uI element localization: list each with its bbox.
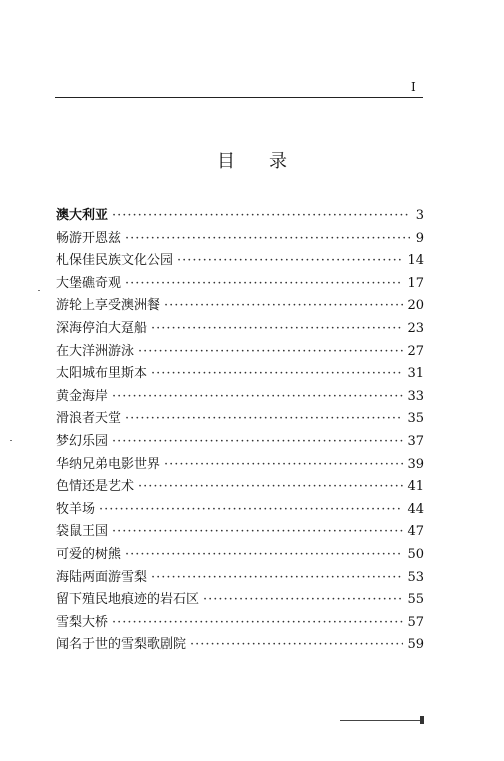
toc-entry-title: 可爱的树熊	[56, 546, 122, 562]
toc-entry[interactable]	[56, 407, 424, 430]
toc-entry-page: 39	[407, 456, 424, 472]
toc-entry-title: 牧羊场	[56, 501, 96, 517]
toc-leader-dots	[112, 615, 403, 630]
toc-entry-page: 41	[407, 479, 424, 495]
toc-entry-title: 闻名于世的雪梨歌剧院	[56, 637, 187, 653]
toc-entry[interactable]	[56, 317, 424, 340]
toc-leader-dots	[125, 276, 403, 291]
toc-entry-title: 袋鼠王国	[56, 524, 109, 540]
toc-entry-title: 游轮上享受澳洲餐	[56, 298, 161, 314]
toc-entry[interactable]	[56, 204, 424, 227]
title-char-1: 目	[217, 151, 235, 172]
toc-entry-page: 14	[407, 253, 424, 269]
toc-entry-title: 滑浪者天堂	[56, 411, 122, 427]
toc-entry-page: 20	[407, 298, 424, 314]
toc-leader-dots	[125, 231, 410, 246]
toc-entry-page: 47	[407, 524, 424, 540]
toc-leader-dots	[112, 434, 403, 449]
toc-entry-page: 55	[407, 592, 424, 608]
toc-entry-page: 27	[407, 343, 424, 359]
toc-entry-page: 50	[407, 546, 424, 562]
scan-speck	[38, 290, 40, 291]
toc-entry[interactable]	[56, 520, 424, 543]
toc-entry[interactable]	[56, 430, 424, 453]
footer-mark	[420, 716, 424, 724]
toc-entry[interactable]	[56, 362, 424, 385]
toc-leader-dots	[125, 547, 403, 562]
scan-speck	[10, 440, 12, 441]
toc-leader-dots	[112, 389, 403, 404]
toc-entry-page: 23	[407, 320, 424, 336]
toc-leader-dots	[177, 253, 403, 268]
toc-entry-title: 留下殖民地痕迹的岩石区	[56, 592, 200, 608]
toc-entry-title: 在大洋洲游泳	[56, 343, 135, 359]
toc-entry[interactable]	[56, 633, 424, 656]
toc-entry-title: 太阳城布里斯本	[56, 366, 148, 382]
toc-entry[interactable]	[56, 249, 424, 272]
toc-leader-dots	[99, 502, 403, 517]
toc-entry-page: 35	[407, 411, 424, 427]
toc-leader-dots	[138, 344, 403, 359]
toc-entry-page: 9	[415, 230, 424, 246]
toc-entry[interactable]	[56, 611, 424, 634]
title-char-2: 录	[269, 151, 287, 172]
toc-entry-page: 31	[407, 366, 424, 382]
toc-leader-dots	[138, 479, 403, 494]
toc-entry[interactable]	[56, 588, 424, 611]
toc-entry-page: 3	[415, 208, 424, 223]
toc-entry-title: 大堡礁奇观	[56, 275, 122, 291]
toc-leader-dots	[203, 592, 403, 607]
toc-leader-dots	[151, 570, 403, 585]
toc-entry[interactable]	[56, 294, 424, 317]
toc-entry-page: 17	[407, 275, 424, 291]
toc-leader-dots	[151, 366, 403, 381]
toc-leader-dots	[112, 208, 410, 223]
toc-entry[interactable]	[56, 340, 424, 363]
toc-entry-page: 33	[407, 388, 424, 404]
toc-entry[interactable]	[56, 227, 424, 250]
toc-entry-title: 色情还是艺术	[56, 479, 135, 495]
toc-entry[interactable]	[56, 475, 424, 498]
toc-leader-dots	[112, 524, 403, 539]
toc-leader-dots	[125, 411, 403, 426]
toc-leader-dots	[190, 637, 403, 652]
footer-rule	[340, 720, 420, 721]
table-of-contents	[56, 204, 424, 656]
toc-entry-title: 梦幻乐园	[56, 433, 109, 449]
toc-entry-title: 海陆两面游雪梨	[56, 569, 148, 585]
toc-entry[interactable]	[56, 566, 424, 589]
toc-entry[interactable]	[56, 453, 424, 476]
toc-entry-page: 59	[407, 637, 424, 653]
page-number: I	[411, 80, 416, 94]
toc-leader-dots	[164, 457, 403, 472]
toc-entry-page: 57	[407, 614, 424, 630]
toc-leader-dots	[164, 298, 403, 313]
toc-entry-title: 澳大利亚	[56, 208, 109, 223]
toc-entry[interactable]	[56, 385, 424, 408]
toc-entry-title: 雪梨大桥	[56, 614, 109, 630]
toc-leader-dots	[151, 321, 403, 336]
toc-entry-page: 44	[407, 501, 424, 517]
toc-entry-title: 华纳兄弟电影世界	[56, 456, 161, 472]
toc-entry-title: 深海停泊大趸船	[56, 320, 148, 336]
toc-entry-title: 黄金海岸	[56, 388, 109, 404]
toc-entry-title: 札保佳民族文化公园	[56, 253, 174, 269]
header-rule	[55, 97, 423, 98]
toc-entry-page: 37	[407, 433, 424, 449]
page-title	[0, 147, 504, 173]
toc-entry[interactable]	[56, 498, 424, 521]
toc-entry[interactable]	[56, 272, 424, 295]
toc-entry[interactable]	[56, 543, 424, 566]
toc-entry-page: 53	[407, 569, 424, 585]
toc-entry-title: 畅游开恩兹	[56, 230, 122, 246]
